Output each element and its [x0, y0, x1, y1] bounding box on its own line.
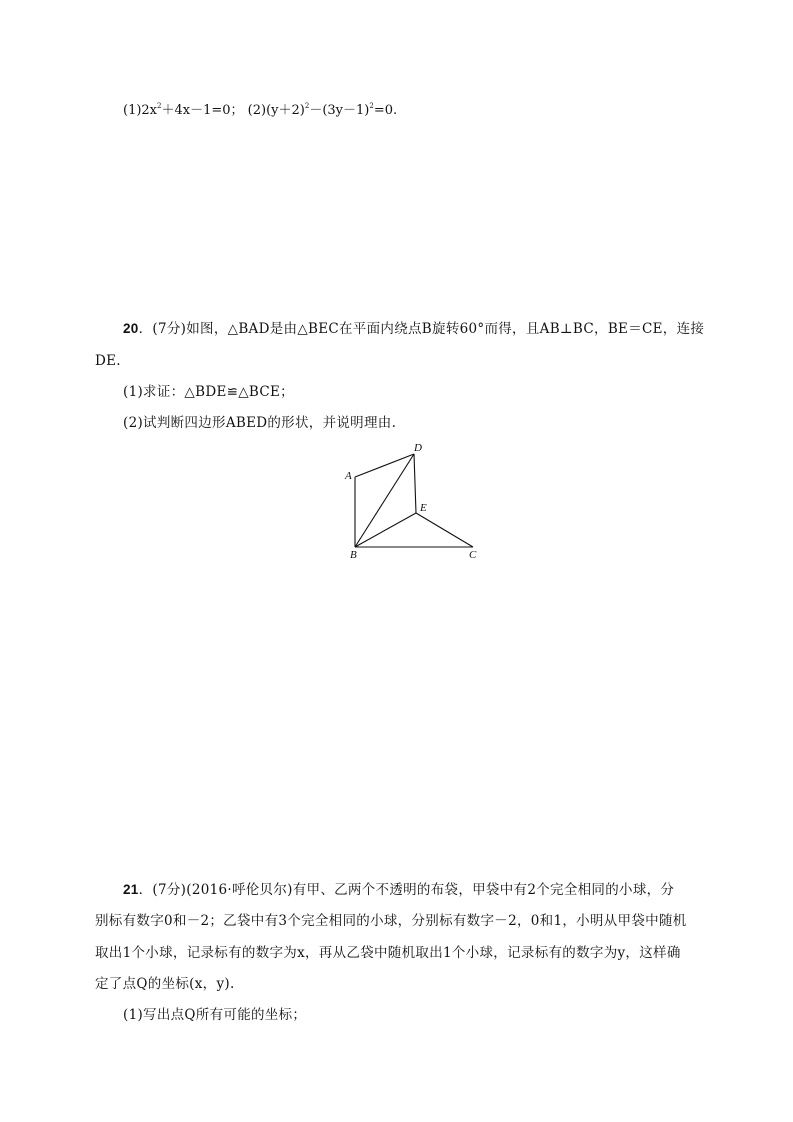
q19-p1-exponent: 2 [157, 102, 162, 110]
q20-stem-line1 [123, 321, 704, 337]
label-C: C [469, 549, 477, 561]
q20-part2: (2)试判断四边形ABED的形状，并说明理由. [123, 415, 397, 431]
geometry-figure [338, 437, 483, 562]
q19-p1-prefix: (1)2x [123, 103, 158, 118]
q19-p1-rest: ＋4x－1=0； (2)(y＋2) [161, 103, 305, 118]
q21-stem-line1 [123, 882, 674, 898]
q21-text-line1: ．(7分)(2016·呼伦贝尔)有甲、乙两个不透明的布袋，甲袋中有2个完全相同的小球，分 [138, 882, 675, 898]
q19-p2-end: =0. [373, 103, 398, 118]
q21-part1: (1)写出点Q所有可能的坐标； [123, 1007, 307, 1023]
segment-BE [355, 513, 416, 547]
q19-p2-mid: －(3y－1) [309, 103, 370, 118]
q19-p2-exponent: 2 [304, 102, 310, 110]
q21-stem-line4: 定了点Q的坐标(x，y). [95, 976, 235, 992]
segment-DE [414, 454, 416, 513]
q20-text-line1: ．(7分)如图，△BAD是由△BEC在平面内绕点B旋转60°而得，且AB⊥BC，BE＝CE，连接 [138, 321, 705, 337]
label-A: A [345, 470, 352, 482]
q21-stem-line3: 取出1个小球，记录标有的数字为x，再从乙袋中随机取出1个小球，记录标有的数字为y，这样确 [95, 945, 681, 961]
label-B: B [350, 549, 357, 561]
q21-number: 21 [123, 882, 139, 897]
label-D: D [414, 442, 422, 454]
segment-EC [416, 513, 473, 547]
q20-number: 20 [123, 321, 139, 336]
segment-AD [355, 454, 414, 477]
label-E: E [420, 502, 427, 514]
q20-part1: (1)求证：△BDE≌△BCE； [123, 384, 294, 400]
q21-stem-line2: 别标有数字0和－2；乙袋中有3个完全相同的小球，分别标有数字－2，0和1，小明从甲袋中随机 [95, 913, 687, 929]
q19-p2-exponent-2: 2 [369, 102, 374, 110]
q20-stem-line2: DE. [95, 353, 121, 369]
q19-equations [123, 103, 397, 119]
segment-BD [355, 454, 414, 547]
